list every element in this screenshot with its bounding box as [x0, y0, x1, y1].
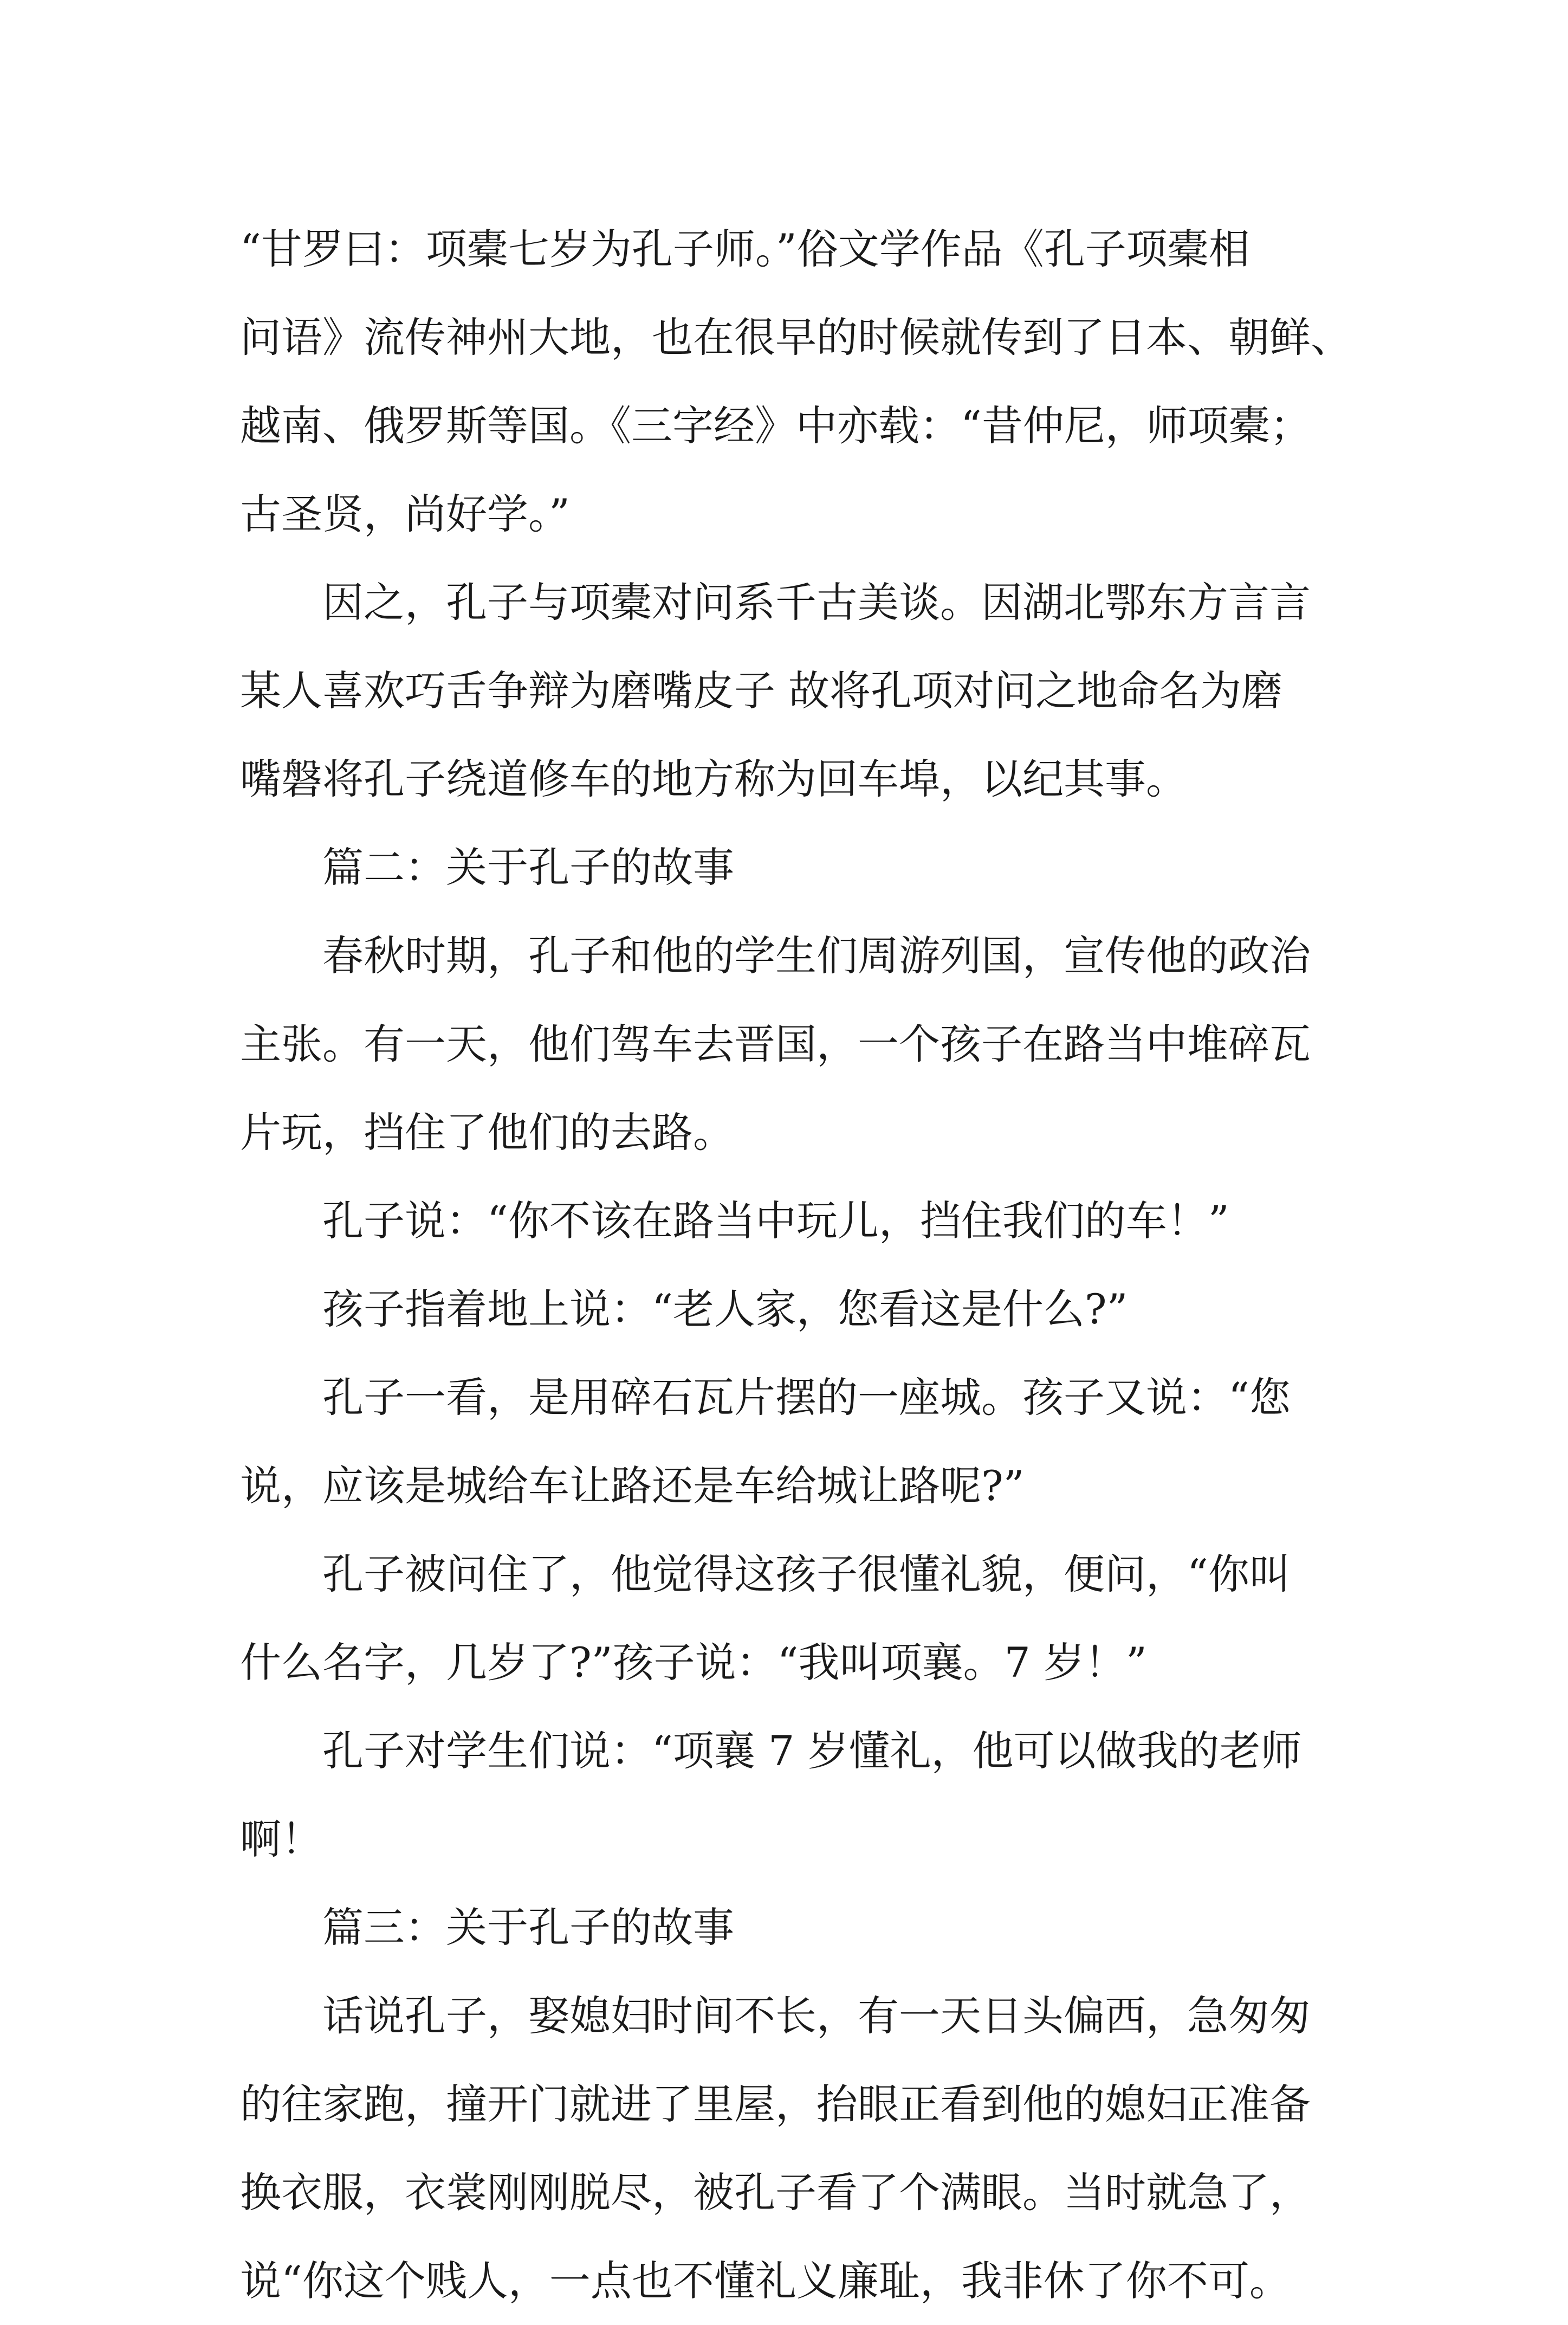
text-line: 啊！: [240, 1815, 322, 1863]
text-line: 春秋时期，孔子和他的学生们周游列国，宣传他的政治: [322, 932, 1311, 980]
text-line: 孔子说：“你不该在路当中玩儿，挡住我们的车！”: [322, 1197, 1229, 1245]
text-line: 古圣贤，尚好学。”: [240, 490, 570, 538]
text-line: 主张。有一天，他们驾车去晋国，一个孩子在路当中堆碎瓦: [240, 1020, 1311, 1068]
document-body: [240, 205, 1352, 2325]
text-line: 说“你这个贱人，一点也不懂礼义廉耻，我非休了你不可。: [240, 2257, 1291, 2305]
text-line: “甘罗曰：项橐七岁为孔子师。”俗文学作品《孔子项橐相: [240, 225, 1250, 273]
text-line: 孔子被问住了，他觉得这孩子很懂礼貌，便问，“你叫: [322, 1550, 1291, 1598]
text-line: 什么名字，几岁了?”孩子说：“我叫项襄。7 岁！”: [240, 1638, 1147, 1687]
text-line: 嘴磐将孔子绕道修车的地方称为回车埠，以纪其事。: [240, 755, 1187, 803]
text-line: 某人喜欢巧舌争辩为磨嘴皮子 故将孔项对问之地命名为磨: [240, 667, 1283, 715]
text-line: 的往家跑，撞开门就进了里屋，抬眼正看到他的媳妇正准备: [240, 2080, 1311, 2128]
text-line: 片玩，挡住了他们的去路。: [240, 1108, 734, 1157]
text-line: 说，应该是城给车让路还是车给城让路呢?”: [240, 1462, 1025, 1510]
text-line: 孩子指着地上说：“老人家，您看这是什么?”: [322, 1285, 1128, 1333]
text-line: 换衣服，衣裳刚刚脱尽，被孔子看了个满眼。当时就急了，: [240, 2168, 1311, 2217]
text-line: 孔子对学生们说：“项襄 7 岁懂礼，他可以做我的老师: [322, 1727, 1302, 1775]
section-heading: 篇二：关于孔子的故事: [322, 843, 734, 892]
text-line: 孔子一看，是用碎石瓦片摆的一座城。孩子又说：“您: [322, 1373, 1291, 1422]
text-line: 越南、俄罗斯等国。《三字经》中亦载：“昔仲尼，师项橐；: [240, 402, 1311, 450]
section-heading: 篇三：关于孔子的故事: [322, 1903, 734, 1952]
text-line: 话说孔子，娶媳妇时间不长，有一天日头偏西，急匆匆: [322, 1992, 1311, 2040]
text-line: 问语》流传神州大地，也在很早的时候就传到了日本、朝鲜、: [240, 313, 1352, 361]
text-line: 因之，孔子与项橐对问系千古美谈。因湖北鄂东方言言: [322, 578, 1311, 627]
